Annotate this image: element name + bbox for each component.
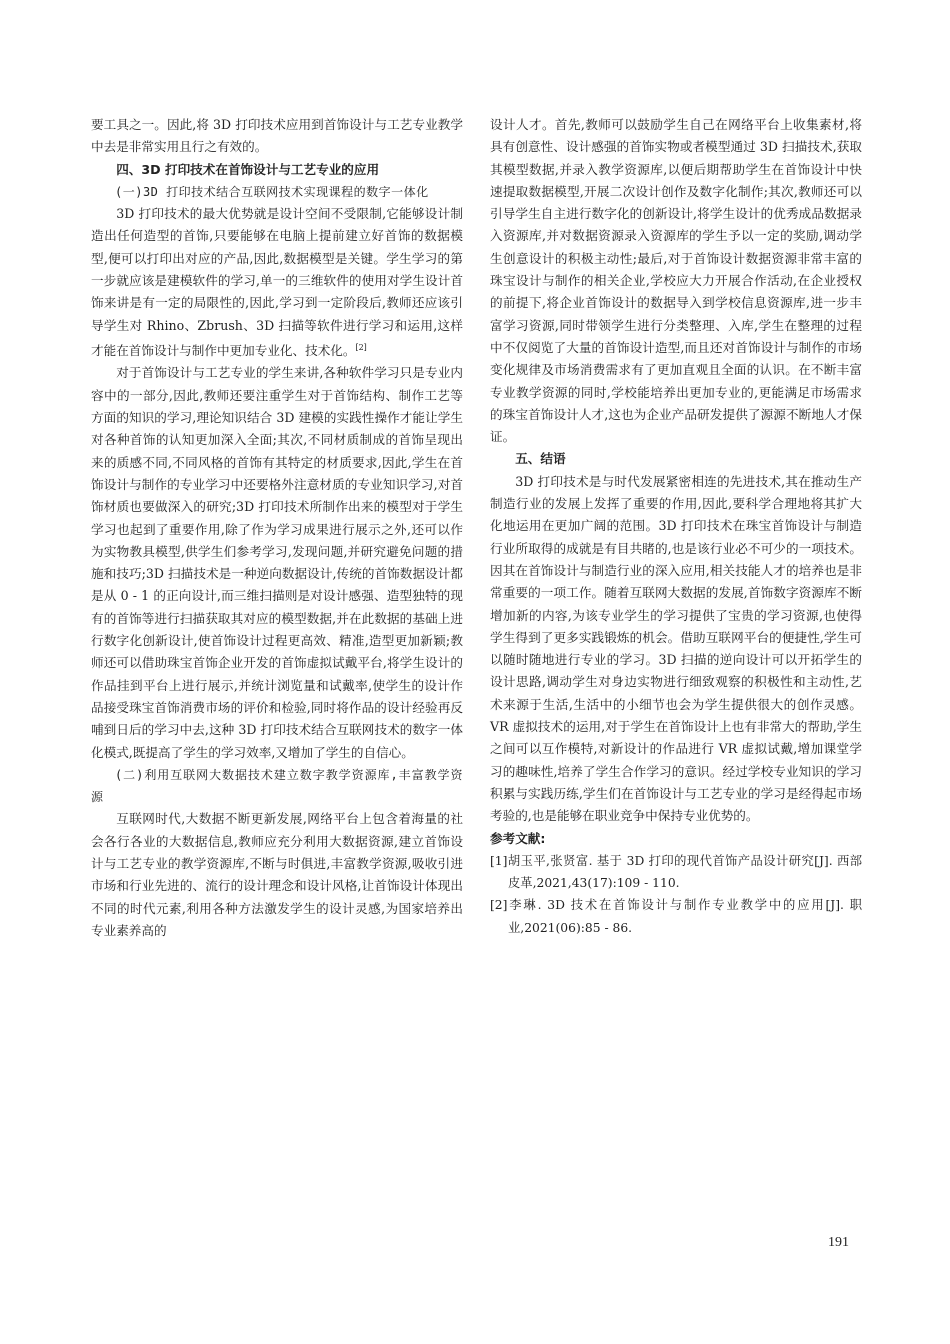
subsection-heading-2: (二)利用互联网大数据技术建立数字教学资源库,丰富教学资源 xyxy=(91,767,463,805)
section-heading-5: 五、结语 xyxy=(515,451,566,467)
reference-item: [1]胡玉平,张贤富. 基于 3D 打印的现代首饰产品设计研究[J]. 西部皮革,2021,43(17):109 - 110. xyxy=(490,853,862,891)
right-column xyxy=(490,114,862,939)
paragraph: 互联网时代,大数据不断更新发展,网络平台上包含着海量的社会各行各业的大数据信息,教师应充分利用大数据资源,建立首饰设计与工艺专业的教学资源库,不断与时俱进,丰富教学资源,吸收引进市场和行业先进的、流行的设计理念和设计风格,让首饰设计体现出不同的时代元素,利用各种方法激发学生的设计灵感,为国家培养出专业素养高的 xyxy=(91,811,463,938)
reference-item: [2]李琳. 3D 技术在首饰设计与制作专业教学中的应用[J]. 职业,2021(06):85 - 86. xyxy=(490,898,862,935)
paragraph-text: 3D 打印技术的最大优势就是设计空间不受限制,它能够设计制造出任何造型的首饰,只要能够在电脑上提前建立好首饰的数据模型,便可以打印出对应的产品,因此,数据模型是关键。学生学习的第一步就应该是建模软件的学习,单一的三维软件的使用对学生设计首饰来讲是有一定的局限性的,因此,学习到一定阶段后,教师还应该引导学生对 Rhino、Zbrush、3D 扫描等软件进行学习和运用,这样才能在首饰设计与制作中更加专业化、技术化。 xyxy=(91,206,463,359)
paragraph-continued: 要工具之一。因此,将 3D 打印技术应用到首饰设计与工艺专业教学中去是非常实用且行之有效的。 xyxy=(91,117,463,155)
citation-marker: [2] xyxy=(355,342,367,352)
references-list xyxy=(490,850,862,939)
paragraph: 对于首饰设计与工艺专业的学生来讲,各种软件学习只是专业内容中的一部分,因此,教师还要注重学生对于首饰结构、制作工艺等方面的知识的学习,理论知识结合 3D 建模的实践性操作才能让学生对各种首饰的认知更加深入全面;其次,不同材质制成的首饰呈现出来的质感不同,不同风格的首饰有其特定的材质要求,因此,学生在首饰设计与制作的专业学习中还要格外注意材质的专业知识学习,对首饰材质也要做深入的研究;3D 打印技术所制作出来的模型对于学生学习也起到了重要作用,除了作为学习成果进行展示之外,还可以作为实物教具模型,供学生们参考学习,发现问题,并研究避免问题的措施和技巧;3D 扫描技术是一种逆向数据设计,传统的首饰数据设计都是从 0 - 1 的正向设计,而三维扫描则是对设计感强、造型独特的现有的首饰等进行扫描获取其对应的模型数据,并在此数据的基础上进行数字化创新设计,使首饰设计过程更高效、精准,造型更加新颖;教师还可以借助珠宝首饰企业开发的首饰虚拟试戴平台,将学生设计的作品挂到平台上进行展示,并统计浏览量和试戴率,使学生的设计作品接受珠宝首饰消费市场的评价和检验,同时将作品的设计经验再反哺到日后的学习中去,这种 3D 打印技术结合互联网技术的数字一体化模式,既提高了学生的学习效率,又增加了学生的自信心。 xyxy=(91,365,463,760)
paragraph xyxy=(91,203,463,362)
subsection-heading-1: (一)3D 打印技术结合互联网技术实现课程的数字一体化 xyxy=(115,184,429,199)
references-title: 参考文献: xyxy=(490,830,546,846)
left-column xyxy=(91,114,463,942)
section-heading-4: 四、3D 打印技术在首饰设计与工艺专业的应用 xyxy=(116,161,380,177)
paragraph: 3D 打印技术是与时代发展紧密相连的先进技术,其在推动生产制造行业的发展上发挥了重要的作用,因此,要科学合理地将其扩大化地运用在更加广阔的范围。3D 打印技术在珠宝首饰设计与制造行业所取得的成就是有目共睹的,也是该行业必不可少的一项技术。因其在首饰设计与制造行业的深入应用,相关技能人才的培养也是非常重要的一项工作。随着互联网大数据的发展,首饰数字资源库不断增加新的内容,为该专业学生的学习提供了宝贵的学习资源,也使得学生得到了更多实践锻炼的机会。借助互联网平台的便捷性,学生可以随时随地进行专业的学习。3D 扫描的逆向设计可以开拓学生的设计思路,调动学生对身边实物进行细致观察的积极性和主动性,艺术来源于生活,生活中的小细节也会为学生提供很大的创作灵感。VR 虚拟技术的运用,对于学生在首饰设计上也有非常大的帮助,学生之间可以互作模特,对新设计的作品进行 VR 虚拟试戴,增加课堂学习的趣味性,培养了学生合作学习的意识。经过学校专业知识的学习积累与实践历练,学生们在首饰设计与工艺专业的学习是经得起市场考验的,也是能够在职业竞争中保持专业优势的。 xyxy=(490,473,862,824)
paragraph-continued: 设计人才。首先,教师可以鼓励学生自己在网络平台上收集素材,将具有创意性、设计感强的首饰实物或者模型通过 3D 扫描技术,获取其模型数据,并录入教学资源库,以便后期帮助学生在首饰设计中快速提取数据模型,开展二次设计创作及数字化制作;其次,教师还可以引导学生自主进行数字化的创新设计,将学生设计的优秀成品数据录入资源库,并对数据资源录入资源库的学生予以一定的奖励,调动学生创意设计的积极主动性;最后,对于首饰设计数据资源非常丰富的珠宝设计与制作的相关企业,学校应大力开展合作活动,在企业授权的前提下,将企业首饰设计的数据导入到学校信息资源库,进一步丰富学习资源,同时带领学生进行分类整理、入库,学生在整理的过程中不仅阅览了大量的首饰设计造型,而且还对首饰设计与制作的市场变化规律及市场消费需求有了更加直观且全面的认识。在不断丰富专业教学资源的同时,学校能培养出更加专业的,更能满足市场需求的珠宝首饰设计人才,这也为企业产品研发提供了源源不断地人才保证。 xyxy=(490,117,862,445)
page-number: 191 xyxy=(828,1235,849,1250)
